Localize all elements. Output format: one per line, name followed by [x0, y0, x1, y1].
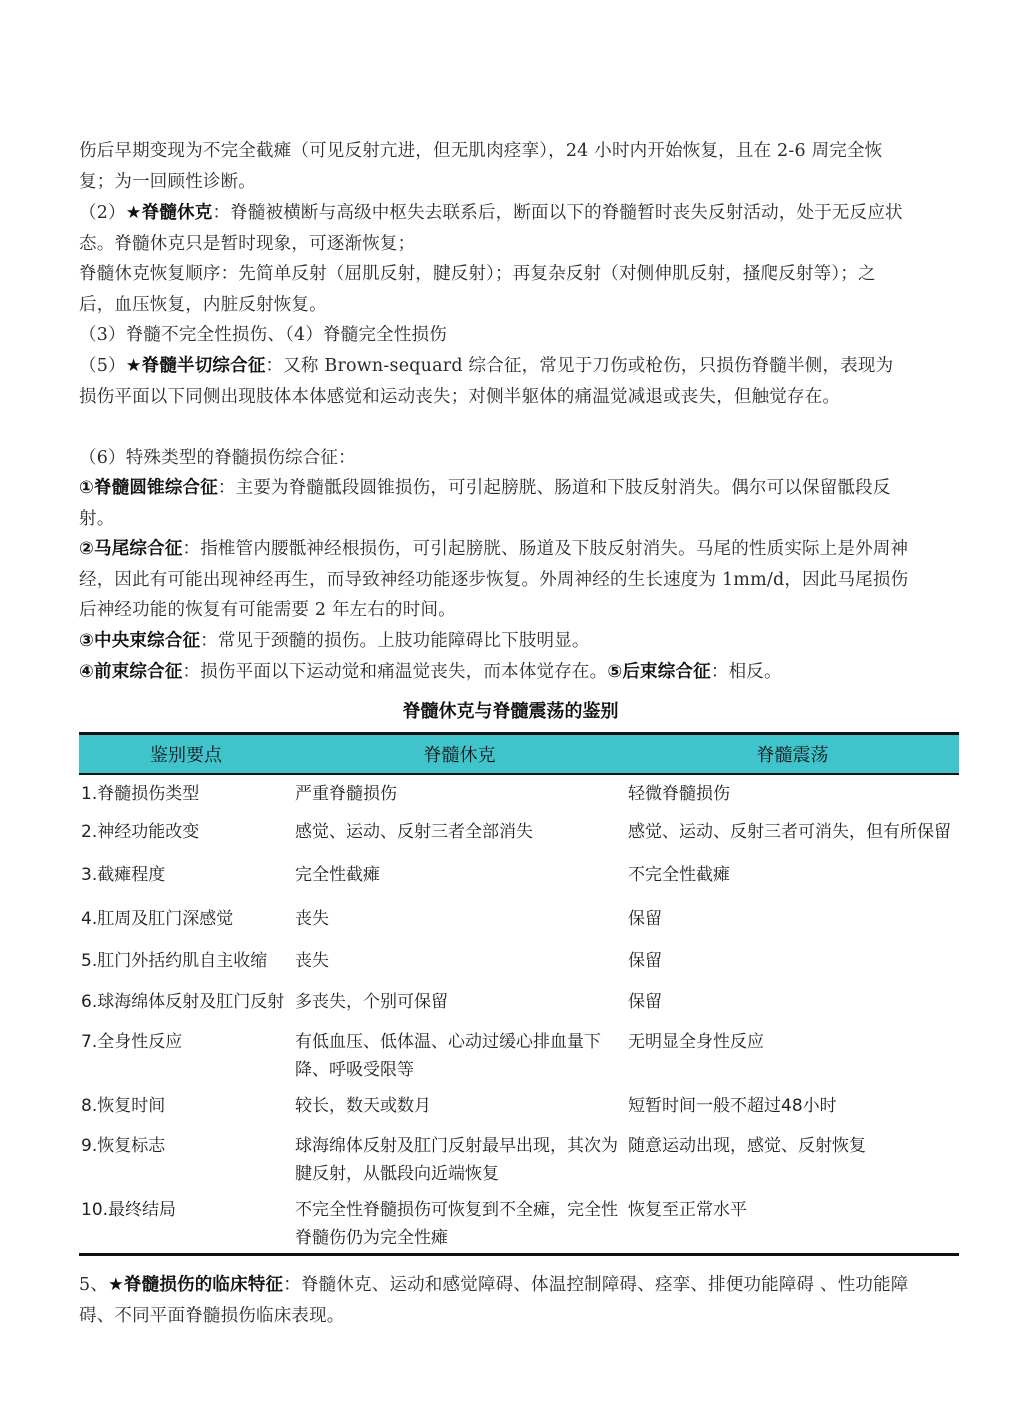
paragraph-conus [79, 473, 909, 534]
paragraph-brown-sequard [79, 351, 909, 412]
paragraph-text: ：脊髓休克、运动和感觉障碍、体温控制障碍、痉挛、排便功能障碍 、性功能障碍、不同平面脊髓损伤临床表现。 [79, 1275, 909, 1326]
cell-spinal-concussion: 恢复至正常水平 [626, 1192, 959, 1254]
cell-criteria: 10.最终结局 [79, 1192, 293, 1254]
paragraph-text: （3）脊髓不完全性损伤、（4）脊髓完全性损伤 [79, 325, 447, 345]
paragraph-text: ：指椎管内腰骶神经根损伤，可引起膀胱、肠道及下肢反射消失。马尾的性质实际上是外周神经，因此有可能出现神经再生，而导致神经功能逐步恢复。外周神经的生长速度为 1mm/d，因此马尾损伤后神经功能的恢复有可能需要 2 年左右的时间。 [79, 539, 909, 620]
paragraph-anterior-cord [79, 657, 909, 688]
cell-spinal-shock: 严重脊髓损伤 [295, 784, 397, 804]
table-row [79, 1088, 959, 1128]
cell-criteria: 9.恢复标志 [81, 1136, 166, 1156]
cell-spinal-concussion: 感觉、运动、反射三者可消失，但有所保留 [628, 822, 951, 842]
paragraph-text: ：相反。 [710, 662, 782, 682]
paragraph-text: 伤后早期变现为不完全截瘫（可见反射亢进，但无肌肉痉挛），24 小时内开始恢复，且在 2-6 周完全恢复；为一回顾性诊断。 [79, 141, 883, 192]
cell-spinal-concussion: 保留 [628, 992, 662, 1012]
cell-spinal-concussion: 短暂时间一般不超过48小时 [628, 1096, 837, 1116]
cell-spinal-shock: 有低血压、低体温、心动过缓心排血量下降、呼吸受限等 [295, 1032, 601, 1080]
cell-spinal-shock: 丧失 [295, 909, 329, 929]
cell-spinal-shock: 丧失 [295, 951, 329, 971]
table-row [79, 774, 959, 814]
term-central-cord: ③中央束综合征 [79, 631, 201, 651]
term-spinal-shock: ★脊髓休克 [125, 203, 213, 223]
item-number: （5） [79, 356, 126, 376]
cell-spinal-concussion: 保留 [628, 951, 662, 971]
paragraph-text: ：脊髓被横断与高级中枢失去联系后，断面以下的脊髓暂时丧失反射活动，处于无反应状态。脊髓休克只是暂时现象，可逐渐恢复； [79, 203, 903, 254]
cell-spinal-shock: 感觉、运动、反射三者全部消失 [295, 822, 533, 842]
cell-criteria: 5.肛门外括约肌自主收缩 [81, 951, 268, 971]
table-row [79, 1192, 959, 1254]
paragraph-text: ：常见于颈髓的损伤。上肢功能障碍比下肢明显。 [200, 631, 590, 651]
table-row [79, 942, 959, 984]
cell-spinal-concussion: 不完全性截瘫 [628, 865, 730, 885]
cell-spinal-shock: 不完全性脊髓损伤可恢复到不全瘫，完全性脊髓伤仍为完全性瘫 [293, 1192, 626, 1254]
paragraph-concussion-tail [79, 136, 909, 197]
item-number: 5、 [79, 1275, 109, 1295]
paragraph-text: ：损伤平面以下运动觉和痛温觉丧失，而本体觉存在。 [182, 662, 608, 682]
cell-spinal-shock: 完全性截瘫 [295, 865, 380, 885]
table-body [79, 774, 959, 1254]
header-spinal-shock: 脊髓休克 [293, 734, 626, 775]
table-row [79, 856, 959, 900]
paragraph-text: ：主要为脊髓骶段圆锥损伤，可引起膀胱、肠道和下肢反射消失。偶尔可以保留骶段反射。 [79, 478, 891, 529]
cell-spinal-shock: 较长，数天或数月 [295, 1096, 431, 1116]
table-row [79, 1024, 959, 1088]
paragraph-text: 脊髓休克恢复顺序：先简单反射（屈肌反射，腱反射）；再复杂反射（对侧伸肌反射，搔爬反射等）；之后，血压恢复，内脏反射恢复。 [79, 264, 876, 315]
cell-spinal-concussion: 随意运动出现，感觉、反射恢复 [628, 1136, 866, 1156]
header-spinal-concussion: 脊髓震荡 [626, 734, 959, 775]
paragraph-recovery-order [79, 259, 909, 320]
term-hemisection: ★脊髓半切综合征 [125, 356, 266, 376]
table-row [79, 814, 959, 856]
cell-criteria: 2.神经功能改变 [81, 822, 200, 842]
cell-criteria: 7.全身性反应 [81, 1032, 183, 1052]
term-conus-syndrome: ①脊髓圆锥综合征 [79, 478, 218, 498]
header-row [79, 734, 959, 775]
cell-criteria: 8.恢复时间 [81, 1096, 166, 1116]
cell-spinal-concussion: 无明显全身性反应 [628, 1032, 764, 1052]
table-header [79, 734, 959, 775]
cell-spinal-concussion: 轻微脊髓损伤 [628, 784, 730, 804]
table-row [79, 900, 959, 942]
cell-spinal-concussion: 保留 [628, 909, 662, 929]
paragraph-special-types [79, 443, 909, 474]
paragraph-text: ：又称 Brown-sequard 综合征，常见于刀伤或枪伤，只损伤脊髓半侧，表现为损伤平面以下同侧出现肢体本体感觉和运动丧失；对侧半躯体的痛温觉减退或丧失，但触觉存在。 [79, 356, 894, 407]
cell-criteria: 1.脊髓损伤类型 [81, 784, 200, 804]
paragraph-cauda-equina [79, 534, 909, 626]
paragraph-clinical-features [79, 1270, 909, 1331]
cell-criteria: 3.截瘫程度 [81, 865, 166, 885]
table-title: 脊髓休克与脊髓震荡的鉴别 [402, 701, 619, 722]
cell-spinal-shock: 多丧失，个别可保留 [295, 992, 448, 1012]
table-row [79, 984, 959, 1024]
cell-criteria: 6.球海绵体反射及肛门反射 [81, 992, 285, 1012]
paragraph-spinal-shock [79, 198, 909, 259]
cell-spinal-shock: 球海绵体反射及肛门反射最早出现，其次为腱反射，从骶段向近端恢复 [295, 1136, 618, 1184]
table-row [79, 1128, 959, 1192]
item-number: （2） [79, 203, 126, 223]
cell-criteria: 4.肛周及肛门深感觉 [81, 909, 234, 929]
term-clinical-features: ★脊髓损伤的临床特征 [108, 1275, 284, 1295]
term-anterior-cord: ④前束综合征 [79, 662, 183, 682]
term-posterior-cord: ⑤后束综合征 [607, 662, 711, 682]
paragraph-text: （6）特殊类型的脊髓损伤综合征： [79, 448, 356, 468]
paragraph-injury-types [79, 320, 909, 351]
paragraph-central-cord [79, 626, 909, 657]
header-criteria: 鉴别要点 [79, 734, 293, 775]
term-cauda-equina: ②马尾综合征 [79, 539, 183, 559]
comparison-table [79, 732, 959, 1256]
